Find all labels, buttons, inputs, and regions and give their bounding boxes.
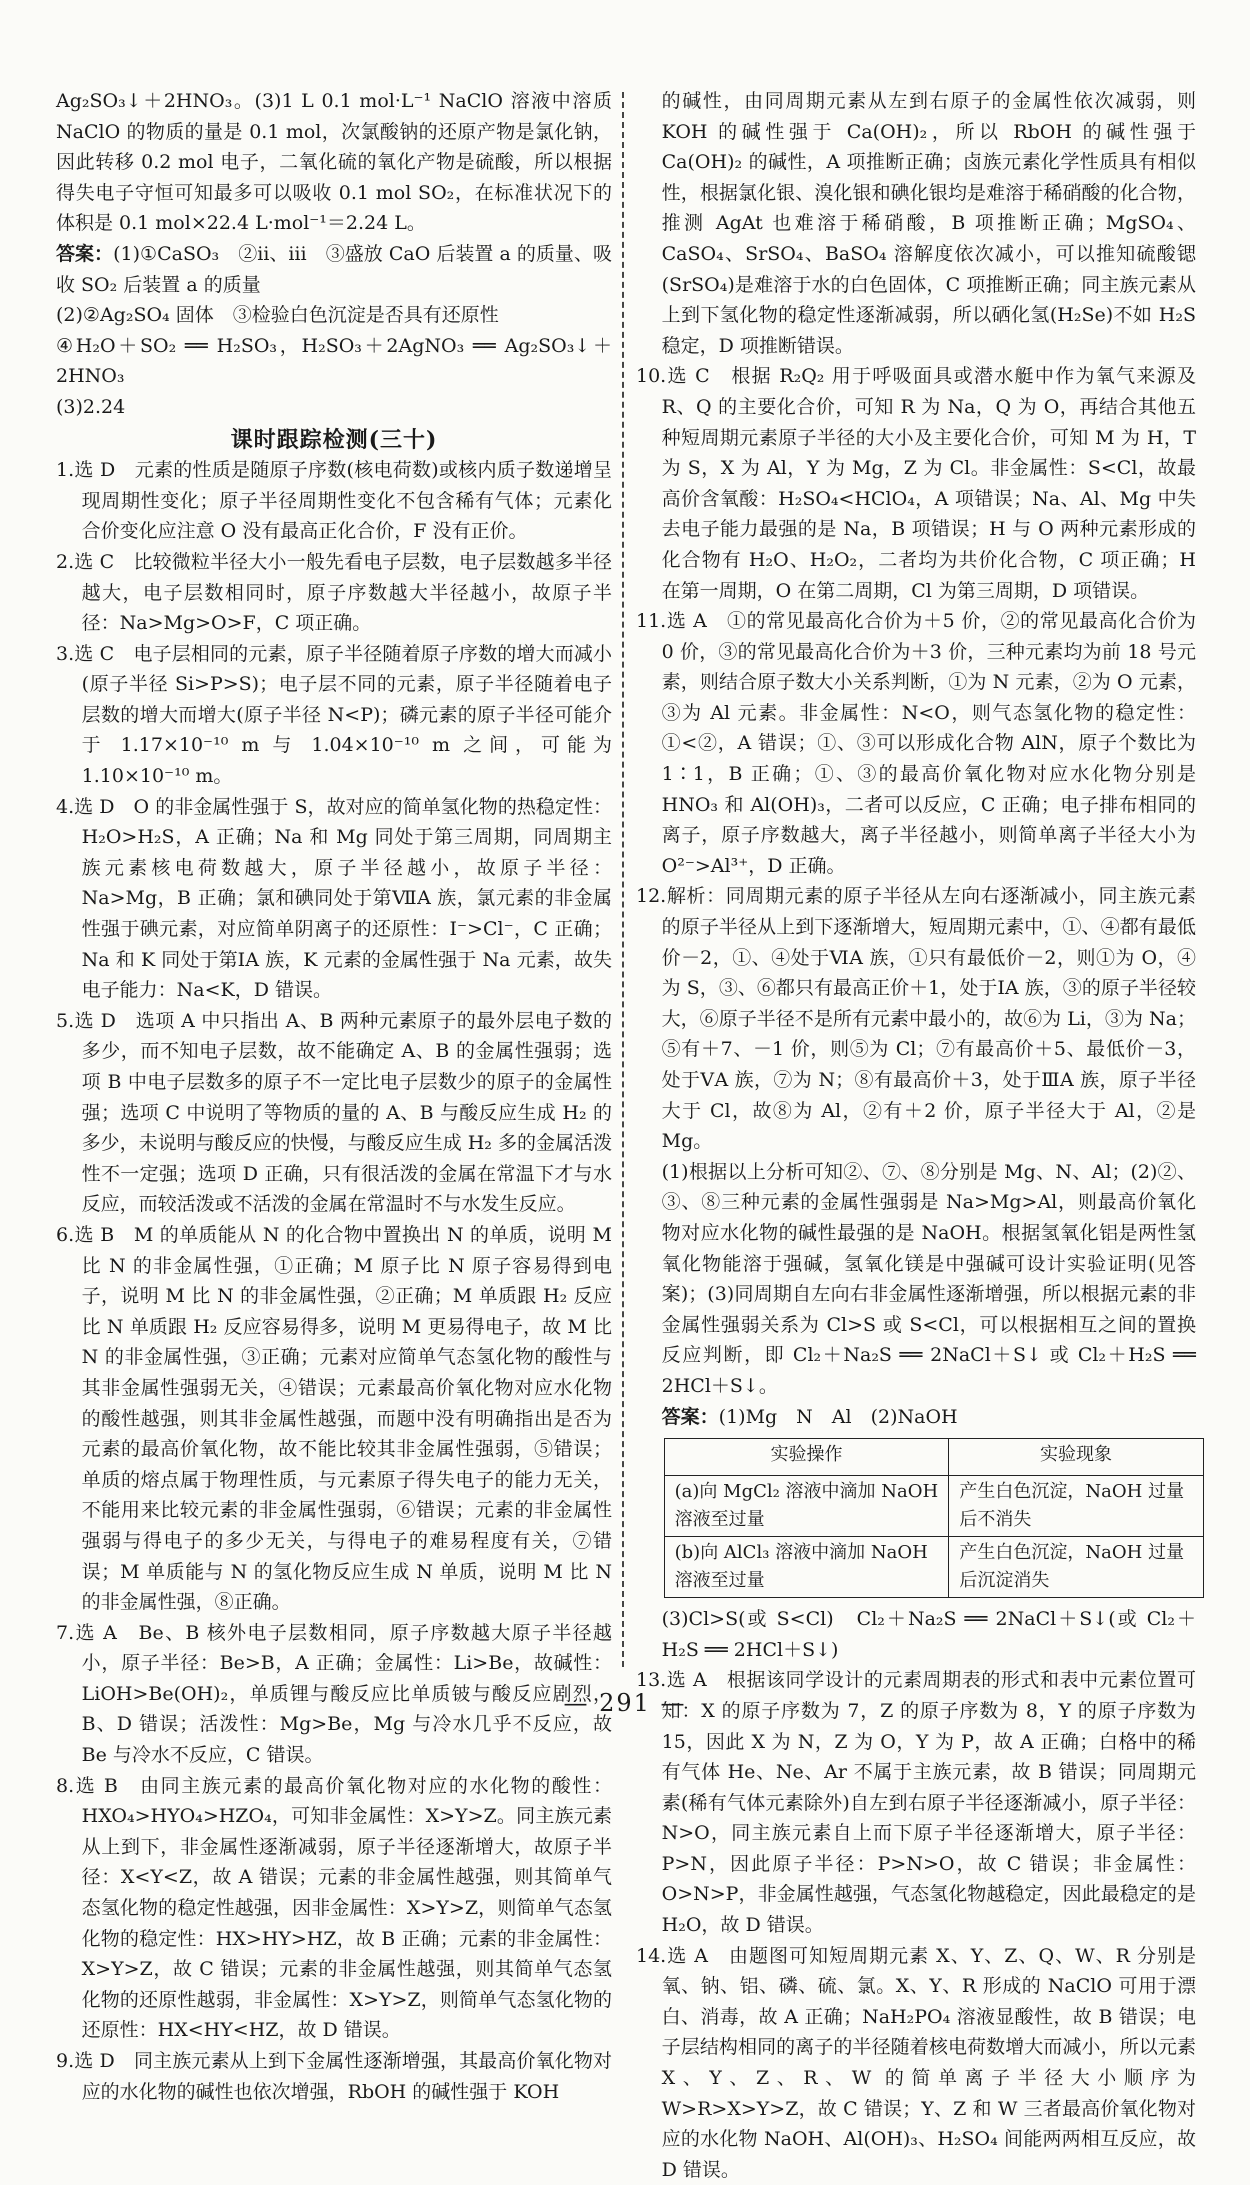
table-header-row xyxy=(664,1439,1203,1476)
question-item: 8.选 B 由同主族元素的最高价氧化物对应的水化物的酸性：HXO₄>HYO₄>HZO₄，可知非金属性：X>Y>Z。同主族元素从上到下，非金属性逐渐减弱，原子半径逐渐增大，故原子半径：X<Y<Z，故 A 错误；元素的非金属性越强，则其简单气态氢化物的稳定性越强，因非金属性：X>Y>Z，则简单气态氢化物的稳定性：HX>HY>HZ，故 B 正确；元素的非金属性：X>Y>Z，故 C 错误；元素的非金属性越强，则其简单气态氢化物的还原性越弱，非金属性：X>Y>Z，则简单气态氢化物的还原性：HX<HY<HZ，故 D 错误。 xyxy=(56,1774,612,2042)
answer-label: 答案： xyxy=(661,1405,719,1428)
right-column xyxy=(636,86,1196,2181)
analysis-paragraph: (1)根据以上分析可知②、⑦、⑧分别是 Mg、N、Al；(2)②、③、⑧三种元素的金属性强弱是 Na>Mg>Al，则最高价氧化物对应水化物的碱性最强的是 NaOH。根据氢氧化铝是两性氢氧化物能溶于强碱，氢氧化镁是中强碱可设计实验证明(见答案)；(3)同周期自左向右非金属性逐渐增强，所以根据元素的非金属性强弱关系为 Cl>S 或 S<Cl，可以根据相互之间的置换反应判断，即 Cl₂＋Na₂S ══ 2NaCl＋S↓ 或 Cl₂＋H₂S ══ 2HCl＋S↓。 xyxy=(661,1160,1196,1397)
section-heading: 课时跟踪检测(三十) xyxy=(230,426,438,453)
table-wrapper xyxy=(636,1438,1196,1598)
left-column xyxy=(56,86,612,2103)
page-number: — 291 — xyxy=(563,1689,687,1717)
table-cell: 产生白色沉淀，NaOH 过量后不消失 xyxy=(949,1476,1203,1537)
answer-line: ④H₂O＋SO₂ ══ H₂SO₃，H₂SO₃＋2AgNO₃ ══ Ag₂SO₃↓＋2HNO₃ xyxy=(56,334,612,388)
answer-line: (1)Mg N Al (2)NaOH xyxy=(718,1405,958,1428)
table-row xyxy=(664,1476,1203,1537)
answer-line: (2)②Ag₂SO₄ 固体 ③检验白色沉淀是否具有还原性 xyxy=(56,304,499,327)
question-item: 1.选 D 元素的性质是随原子序数(核电荷数)或核内质子数递增呈现周期性变化；原子半径周期性变化不包含稀有气体；元素化合价变化应注意 O 没有最高正化合价，F 没有正价。 xyxy=(56,459,612,543)
question-item: 4.选 D O 的非金属性强于 S，故对应的简单氢化物的热稳定性：H₂O>H₂S，A 正确；Na 和 Mg 同处于第三周期，同周期主族元素核电荷数越大，原子半径越小，故原子半径：Na>Mg，B 正确；氯和碘同处于第ⅦA 族，氯元素的非金属性强于碘元素，对应简单阴离子的还原性：I⁻>Cl⁻，C 正确；Na 和 K 同处于第ⅠA 族，K 元素的金属性强于 Na 元素，故失电子能力：Na<K，D 错误。 xyxy=(56,795,612,1002)
question-item: 5.选 D 选项 A 中只指出 A、B 两种元素原子的最外层电子数的多少，而不知电子层数，故不能确定 A、B 的金属性强弱；选项 B 中电子层数多的原子不一定比电子层数少的原子的金属性强；选项 C 中说明了等物质的量的 A、B 与酸反应生成 H₂ 的多少，未说明与酸反应的快慢，与酸反应生成 H₂ 多的金属活泼性不一定强；选项 D 正确，只有很活泼的金属在常温下才与水反应，而较活泼或不活泼的金属在常温时不与水发生反应。 xyxy=(56,1009,612,1216)
question-item: 9.选 D 同主族元素从上到下金属性逐渐增强，其最高价氧化物对应的水化物的碱性也依次增强，RbOH 的碱性强于 KOH xyxy=(56,2050,612,2103)
column-divider xyxy=(622,92,624,1667)
answer-block xyxy=(636,1402,1196,1433)
question-item: 14.选 A 由题图可知短周期元素 X、Y、Z、Q、W、R 分别是氧、钠、铝、磷、硫、氯。X、Y、R 形成的 NaClO 可用于漂白、消毒，故 A 正确；NaH₂PO₄ 溶液显酸性，故 B 错误；电子层结构相同的离子的半径随着核电荷数增大而减小，所以元素 X、Y、Z、R、W 的简单离子半径大小顺序为 W>R>X>Y>Z，故 C 错误；Y、Z 和 W 三者最高价氧化物对应的水化物 NaOH、Al(OH)₃、H₂SO₄ 间能两两相互反应，故 D 错误。 xyxy=(636,1944,1196,2181)
question-item: 7.选 A Be、B 核外电子层数相同，原子序数越大原子半径越小，原子半径：Be>B，A 正确；金属性：Li>Be，故碱性：LiOH>Be(OH)₂，单质锂与酸反应比单质铍与酸反应剧烈，B、D 错误；活泼性：Mg>Be，Mg 与冷水几乎不反应，故 Be 与冷水不反应，C 错误。 xyxy=(56,1621,612,1767)
question-continuation: 的碱性，由同周期元素从左到右原子的金属性依次减弱，则 KOH 的碱性强于 Ca(OH)₂，所以 RbOH 的碱性强于 Ca(OH)₂ 的碱性，A 项推断正确；卤族元素化学性质具有相似性，根据氯化银、溴化银和碘化银均是难溶于稀硝酸的化合物，推测 AgAt 也难溶于稀硝酸，B 项推断正确；MgSO₄、CaSO₄、SrSO₄、BaSO₄ 溶解度依次减小，可以推知硫酸锶(SrSO₄)是难溶于水的白色固体，C 项推断正确；同主族元素从上到下氢化物的稳定性逐渐减弱，所以硒化氢(H₂Se)不如 H₂S 稳定，D 项推断错误。 xyxy=(661,90,1196,357)
question-item: 12.解析：同周期元素的原子半径从左向右逐渐减小，同主族元素的原子半径从上到下逐渐增大，短周期元素中，①、④都有最低价－2，①、④处于ⅥA 族，①只有最低价－2，则①为 O，④为 S，③、⑥都只有最高正价＋1，处于ⅠA 族，③的原子半径较大，⑥原子半径不是所有元素中最小的，故⑥为 Li，③为 Na；⑤有＋7、－1 价，则⑤为 Cl；⑦有最高价＋5、最低价－3，处于ⅤA 族，⑦为 N；⑧有最高价＋3，处于ⅢA 族，原子半径大于 Cl，故⑧为 Al，②有＋2 价，原子半径大于 Al，②是 Mg。 xyxy=(636,885,1196,1153)
table-cell: (a)向 MgCl₂ 溶液中滴加 NaOH 溶液至过量 xyxy=(664,1476,949,1537)
table-row xyxy=(664,1537,1203,1598)
answer-line: (3)2.24 xyxy=(56,395,126,418)
answer-table xyxy=(664,1438,1204,1598)
question-item: 10.选 C 根据 R₂Q₂ 用于呼吸面具或潜水艇中作为氧气来源及 R、Q 的主要化合价，可知 R 为 Na，Q 为 O，再结合其他五种短周期元素原子半径的大小及主要化合价，可知 M 为 H，T 为 S，X 为 Al，Y 为 Mg，Z 为 Cl。非金属性：S<Cl，故最高价含氧酸：H₂SO₄<HClO₄，A 项错误；Na、Al、Mg 中失去电子能力最强的是 Na，B 项错误；H 与 O 两种元素形成的化合物有 H₂O、H₂O₂，二者均为共价化合物，C 项正确；H 在第一周期，O 在第二周期，Cl 为第三周期，D 项错误。 xyxy=(636,365,1196,602)
question-item: 13.选 A 根据该同学设计的元素周期表的形式和表中元素位置可知：X 的原子序数为 7，Z 的原子序数为 8，Y 的原子序数为 15，因此 X 为 N，Z 为 O，Y 为 P，故 A 正确；白格中的稀有气体 He、Ne、Ar 不属于主族元素，故 B 错误；同周期元素(稀有气体元素除外)自左到右原子半径逐渐减小，原子半径：N>O，同主族元素自上而下原子半径逐渐增大，原子半径：P>N，因此原子半径：P>N>O，故 C 错误；非金属性：O>N>P，非金属性越强，气态氢化物越稳定，因此最稳定的是 H₂O，故 D 错误。 xyxy=(636,1669,1196,1937)
question-item: 3.选 C 电子层相同的元素，原子半径随着原子序数的增大而减小(原子半径 Si>P>S)；电子层不同的元素，原子半径随着电子层数的增大而增大(原子半径 N<P)；磷元素的原子半径可能介于 1.17×10⁻¹⁰ m 与 1.04×10⁻¹⁰ m 之间，可能为 1.10×10⁻¹⁰ m。 xyxy=(56,642,612,788)
answer-label: 答案： xyxy=(56,242,114,265)
table-header: 实验操作 xyxy=(664,1439,949,1476)
table-header: 实验现象 xyxy=(949,1439,1203,1476)
question-item: 2.选 C 比较微粒半径大小一般先看电子层数，电子层数越多半径越大，电子层数相同时，原子序数越大半径越小，故原子半径：Na>Mg>O>F，C 项正确。 xyxy=(56,550,612,635)
question-item: 6.选 B M 的单质能从 N 的化合物中置换出 N 的单质，说明 M 比 N 的非金属性强，①正确；M 原子比 N 原子容易得到电子，说明 M 比 N 的非金属性强，②正确；M 单质跟 H₂ 反应比 N 单质跟 H₂ 反应容易得多，说明 M 更易得电子，故 M 比 N 的非金属性强，③正确；元素对应简单气态氢化物的酸性与其非金属性强弱无关，④错误；元素最高价氧化物对应水化物的酸性越强，则其非金属性越强，而题中没有明确指出是否为元素的最高价氧化物，故不能比较其非金属性强弱，⑤错误；单质的熔点属于物理性质，与元素原子得失电子的能力无关，不能用来比较元素的非金属性强弱，⑥错误；元素的非金属性强弱与得电子的多少无关，与得电子的难易程度有关，⑦错误；M 单质能与 N 的氢化物反应生成 N 单质，说明 M 比 N 的非金属性强，⑧正确。 xyxy=(56,1223,612,1614)
answer-block xyxy=(56,239,612,300)
answer-line: (3)Cl>S(或 S<Cl) Cl₂＋Na₂S ══ 2NaCl＋S↓(或 Cl₂＋H₂S ══ 2HCl＋S↓) xyxy=(661,1608,1196,1661)
table-cell: 产生白色沉淀，NaOH 过量后沉淀消失 xyxy=(949,1537,1203,1598)
intro-paragraph: Ag₂SO₃↓＋2HNO₃。(3)1 L 0.1 mol·L⁻¹ NaClO 溶液中溶质 NaClO 的物质的量是 0.1 mol，次氯酸钠的还原产物是氯化钠，因此转移 0.2 mol 电子，二氧化硫的氧化产物是硫酸，所以根据得失电子守恒可知最多可以吸收 0.1 mol SO₂，在标准状况下的体积是 0.1 mol×22.4 L·mol⁻¹＝2.24 L。 xyxy=(56,90,612,235)
question-item: 11.选 A ①的常见最高化合价为＋5 价，②的常见最高化合价为 0 价，③的常见最高化合价为＋3 价，三种元素均为前 18 号元素，则结合原子数大小关系判断，①为 N 元素，②为 O 元素，③为 Al 元素。非金属性：N<O，则气态氢化物的稳定性：①<②，A 错误；①、③可以形成化合物 AlN，原子个数比为 1∶1，B 正确；①、③的最高价氧化物对应水化物分别是 HNO₃ 和 Al(OH)₃，二者可以反应，C 正确；电子排布相同的离子，原子序数越大，离子半径越小，则简单离子半径大小为 O²⁻>Al³⁺，D 正确。 xyxy=(636,610,1196,877)
table-cell: (b)向 AlCl₃ 溶液中滴加 NaOH 溶液至过量 xyxy=(664,1537,949,1598)
answer-line: (1)①CaSO₃ ②ⅱ、ⅲ ③盛放 CaO 后装置 a 的质量、吸收 SO₂ 后装置 a 的质量 xyxy=(56,242,612,296)
